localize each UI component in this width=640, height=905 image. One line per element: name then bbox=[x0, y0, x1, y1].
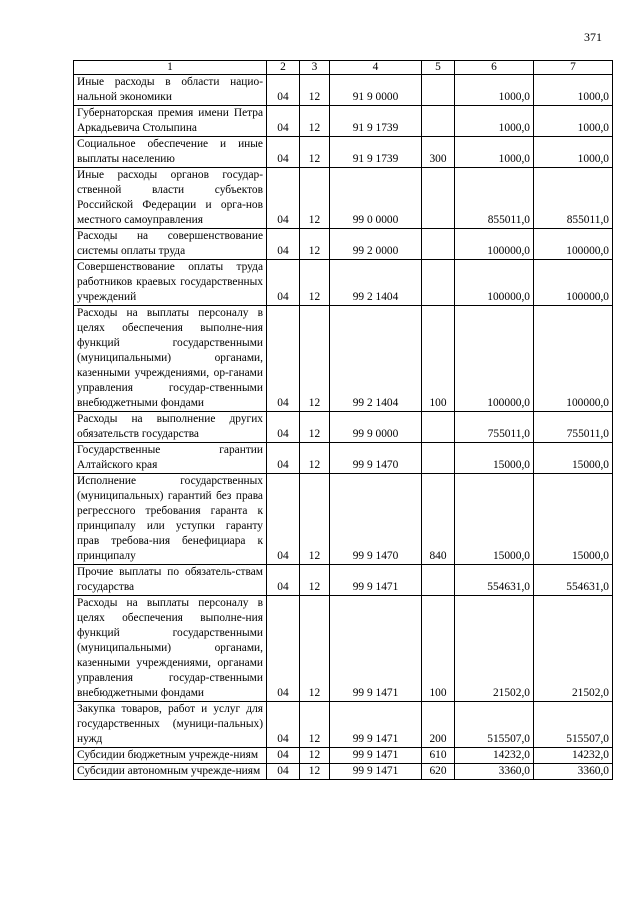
row-section: 04 bbox=[267, 764, 300, 780]
row-section: 04 bbox=[267, 75, 300, 106]
row-amount-1: 100000,0 bbox=[455, 260, 534, 306]
header-col-7: 7 bbox=[534, 61, 613, 75]
row-section: 04 bbox=[267, 443, 300, 474]
row-subsection: 12 bbox=[300, 260, 330, 306]
table-row bbox=[74, 260, 613, 306]
row-amount-2: 515507,0 bbox=[534, 702, 613, 748]
row-target-code: 99 9 1471 bbox=[330, 764, 422, 780]
row-target-code: 99 9 1471 bbox=[330, 565, 422, 596]
table-row bbox=[74, 106, 613, 137]
row-expense-type: 620 bbox=[422, 764, 455, 780]
row-target-code: 99 2 1404 bbox=[330, 260, 422, 306]
row-name: Социальное обеспечение и иные выплаты населению bbox=[74, 137, 267, 168]
row-amount-1: 554631,0 bbox=[455, 565, 534, 596]
row-target-code: 99 9 1471 bbox=[330, 748, 422, 764]
row-section: 04 bbox=[267, 229, 300, 260]
table-row bbox=[74, 748, 613, 764]
row-subsection: 12 bbox=[300, 764, 330, 780]
row-target-code: 99 9 1471 bbox=[330, 596, 422, 702]
row-amount-2: 100000,0 bbox=[534, 260, 613, 306]
row-target-code: 99 9 0000 bbox=[330, 412, 422, 443]
row-target-code: 99 2 1404 bbox=[330, 306, 422, 412]
table-row bbox=[74, 565, 613, 596]
row-amount-1: 3360,0 bbox=[455, 764, 534, 780]
header-col-4: 4 bbox=[330, 61, 422, 75]
row-amount-2: 15000,0 bbox=[534, 474, 613, 565]
row-name: Государственные гарантии Алтайского края bbox=[74, 443, 267, 474]
row-name: Исполнение государственных (муниципальных) гарантий без права регрессного требования гаранта к принципалу или уступки гаранту прав требова-ния бенефициара к принципалу bbox=[74, 474, 267, 565]
table-row bbox=[74, 764, 613, 780]
row-subsection: 12 bbox=[300, 106, 330, 137]
row-amount-1: 755011,0 bbox=[455, 412, 534, 443]
row-section: 04 bbox=[267, 748, 300, 764]
table-row bbox=[74, 168, 613, 229]
row-section: 04 bbox=[267, 137, 300, 168]
row-subsection: 12 bbox=[300, 137, 330, 168]
row-amount-1: 1000,0 bbox=[455, 137, 534, 168]
row-target-code: 91 9 1739 bbox=[330, 137, 422, 168]
row-name: Губернаторская премия имени Петра Аркадьевича Столыпина bbox=[74, 106, 267, 137]
row-expense-type bbox=[422, 565, 455, 596]
row-expense-type: 200 bbox=[422, 702, 455, 748]
row-subsection: 12 bbox=[300, 443, 330, 474]
row-name: Расходы на выплаты персоналу в целях обеспечения выполне-ния функций государственными (муниципальными) органами, казенными учреждениями, органами управления государ-ственными внебюджетными фондами bbox=[74, 596, 267, 702]
row-name: Субсидии автономным учрежде-ниям bbox=[74, 764, 267, 780]
row-target-code: 99 2 0000 bbox=[330, 229, 422, 260]
row-amount-1: 515507,0 bbox=[455, 702, 534, 748]
row-amount-1: 1000,0 bbox=[455, 106, 534, 137]
row-expense-type bbox=[422, 168, 455, 229]
row-amount-1: 21502,0 bbox=[455, 596, 534, 702]
row-amount-2: 1000,0 bbox=[534, 75, 613, 106]
row-subsection: 12 bbox=[300, 474, 330, 565]
row-expense-type: 840 bbox=[422, 474, 455, 565]
row-expense-type bbox=[422, 443, 455, 474]
row-expense-type: 100 bbox=[422, 306, 455, 412]
row-target-code: 99 9 1470 bbox=[330, 443, 422, 474]
row-amount-2: 100000,0 bbox=[534, 306, 613, 412]
row-section: 04 bbox=[267, 565, 300, 596]
table-row bbox=[74, 702, 613, 748]
row-target-code: 99 0 0000 bbox=[330, 168, 422, 229]
row-amount-2: 554631,0 bbox=[534, 565, 613, 596]
row-target-code: 99 9 1470 bbox=[330, 474, 422, 565]
table-row bbox=[74, 75, 613, 106]
row-subsection: 12 bbox=[300, 412, 330, 443]
header-col-6: 6 bbox=[455, 61, 534, 75]
row-expense-type bbox=[422, 106, 455, 137]
row-amount-1: 14232,0 bbox=[455, 748, 534, 764]
row-subsection: 12 bbox=[300, 168, 330, 229]
row-section: 04 bbox=[267, 168, 300, 229]
table-row bbox=[74, 306, 613, 412]
table-row bbox=[74, 229, 613, 260]
row-target-code: 91 9 0000 bbox=[330, 75, 422, 106]
row-section: 04 bbox=[267, 412, 300, 443]
row-expense-type: 610 bbox=[422, 748, 455, 764]
table-row bbox=[74, 474, 613, 565]
row-name: Иные расходы в области нацио-нальной экономики bbox=[74, 75, 267, 106]
row-subsection: 12 bbox=[300, 306, 330, 412]
row-section: 04 bbox=[267, 702, 300, 748]
row-amount-2: 100000,0 bbox=[534, 229, 613, 260]
row-expense-type bbox=[422, 412, 455, 443]
budget-table bbox=[73, 60, 613, 780]
row-target-code: 91 9 1739 bbox=[330, 106, 422, 137]
header-col-3: 3 bbox=[300, 61, 330, 75]
row-amount-2: 755011,0 bbox=[534, 412, 613, 443]
table-row bbox=[74, 412, 613, 443]
row-amount-1: 100000,0 bbox=[455, 229, 534, 260]
row-subsection: 12 bbox=[300, 565, 330, 596]
row-amount-2: 21502,0 bbox=[534, 596, 613, 702]
row-target-code: 99 9 1471 bbox=[330, 702, 422, 748]
row-amount-2: 3360,0 bbox=[534, 764, 613, 780]
row-subsection: 12 bbox=[300, 748, 330, 764]
row-amount-2: 15000,0 bbox=[534, 443, 613, 474]
row-name: Расходы на совершенствование системы оплаты труда bbox=[74, 229, 267, 260]
row-amount-1: 855011,0 bbox=[455, 168, 534, 229]
row-section: 04 bbox=[267, 596, 300, 702]
row-name: Совершенствование оплаты труда работников краевых государственных учреждений bbox=[74, 260, 267, 306]
row-subsection: 12 bbox=[300, 702, 330, 748]
row-subsection: 12 bbox=[300, 75, 330, 106]
table-row bbox=[74, 596, 613, 702]
row-amount-2: 14232,0 bbox=[534, 748, 613, 764]
row-name: Прочие выплаты по обязатель-ствам государства bbox=[74, 565, 267, 596]
header-col-2: 2 bbox=[267, 61, 300, 75]
row-name: Субсидии бюджетным учрежде-ниям bbox=[74, 748, 267, 764]
header-col-1: 1 bbox=[74, 61, 267, 75]
row-expense-type: 100 bbox=[422, 596, 455, 702]
table-row bbox=[74, 137, 613, 168]
row-amount-1: 15000,0 bbox=[455, 474, 534, 565]
header-row bbox=[74, 61, 613, 75]
table-body bbox=[74, 75, 613, 780]
row-expense-type bbox=[422, 229, 455, 260]
row-section: 04 bbox=[267, 260, 300, 306]
row-amount-1: 1000,0 bbox=[455, 75, 534, 106]
row-amount-2: 1000,0 bbox=[534, 106, 613, 137]
row-name: Расходы на выполнение других обязательств государства bbox=[74, 412, 267, 443]
row-expense-type bbox=[422, 260, 455, 306]
header-col-5: 5 bbox=[422, 61, 455, 75]
row-amount-2: 855011,0 bbox=[534, 168, 613, 229]
row-section: 04 bbox=[267, 306, 300, 412]
page-number: 371 bbox=[584, 30, 602, 44]
row-subsection: 12 bbox=[300, 229, 330, 260]
row-amount-2: 1000,0 bbox=[534, 137, 613, 168]
row-name: Расходы на выплаты персоналу в целях обеспечения выполне-ния функций государственными (муниципальными) органами, казенными учреждениями, ор-ганами управления государ-ственными внебюджетными фондами bbox=[74, 306, 267, 412]
row-expense-type: 300 bbox=[422, 137, 455, 168]
table-row bbox=[74, 443, 613, 474]
row-section: 04 bbox=[267, 106, 300, 137]
row-subsection: 12 bbox=[300, 596, 330, 702]
row-amount-1: 100000,0 bbox=[455, 306, 534, 412]
row-section: 04 bbox=[267, 474, 300, 565]
row-name: Иные расходы органов государ-ственной власти субъектов Российской Федерации и орга-нов местного самоуправления bbox=[74, 168, 267, 229]
row-expense-type bbox=[422, 75, 455, 106]
row-name: Закупка товаров, работ и услуг для государственных (муници-пальных) нужд bbox=[74, 702, 267, 748]
row-amount-1: 15000,0 bbox=[455, 443, 534, 474]
